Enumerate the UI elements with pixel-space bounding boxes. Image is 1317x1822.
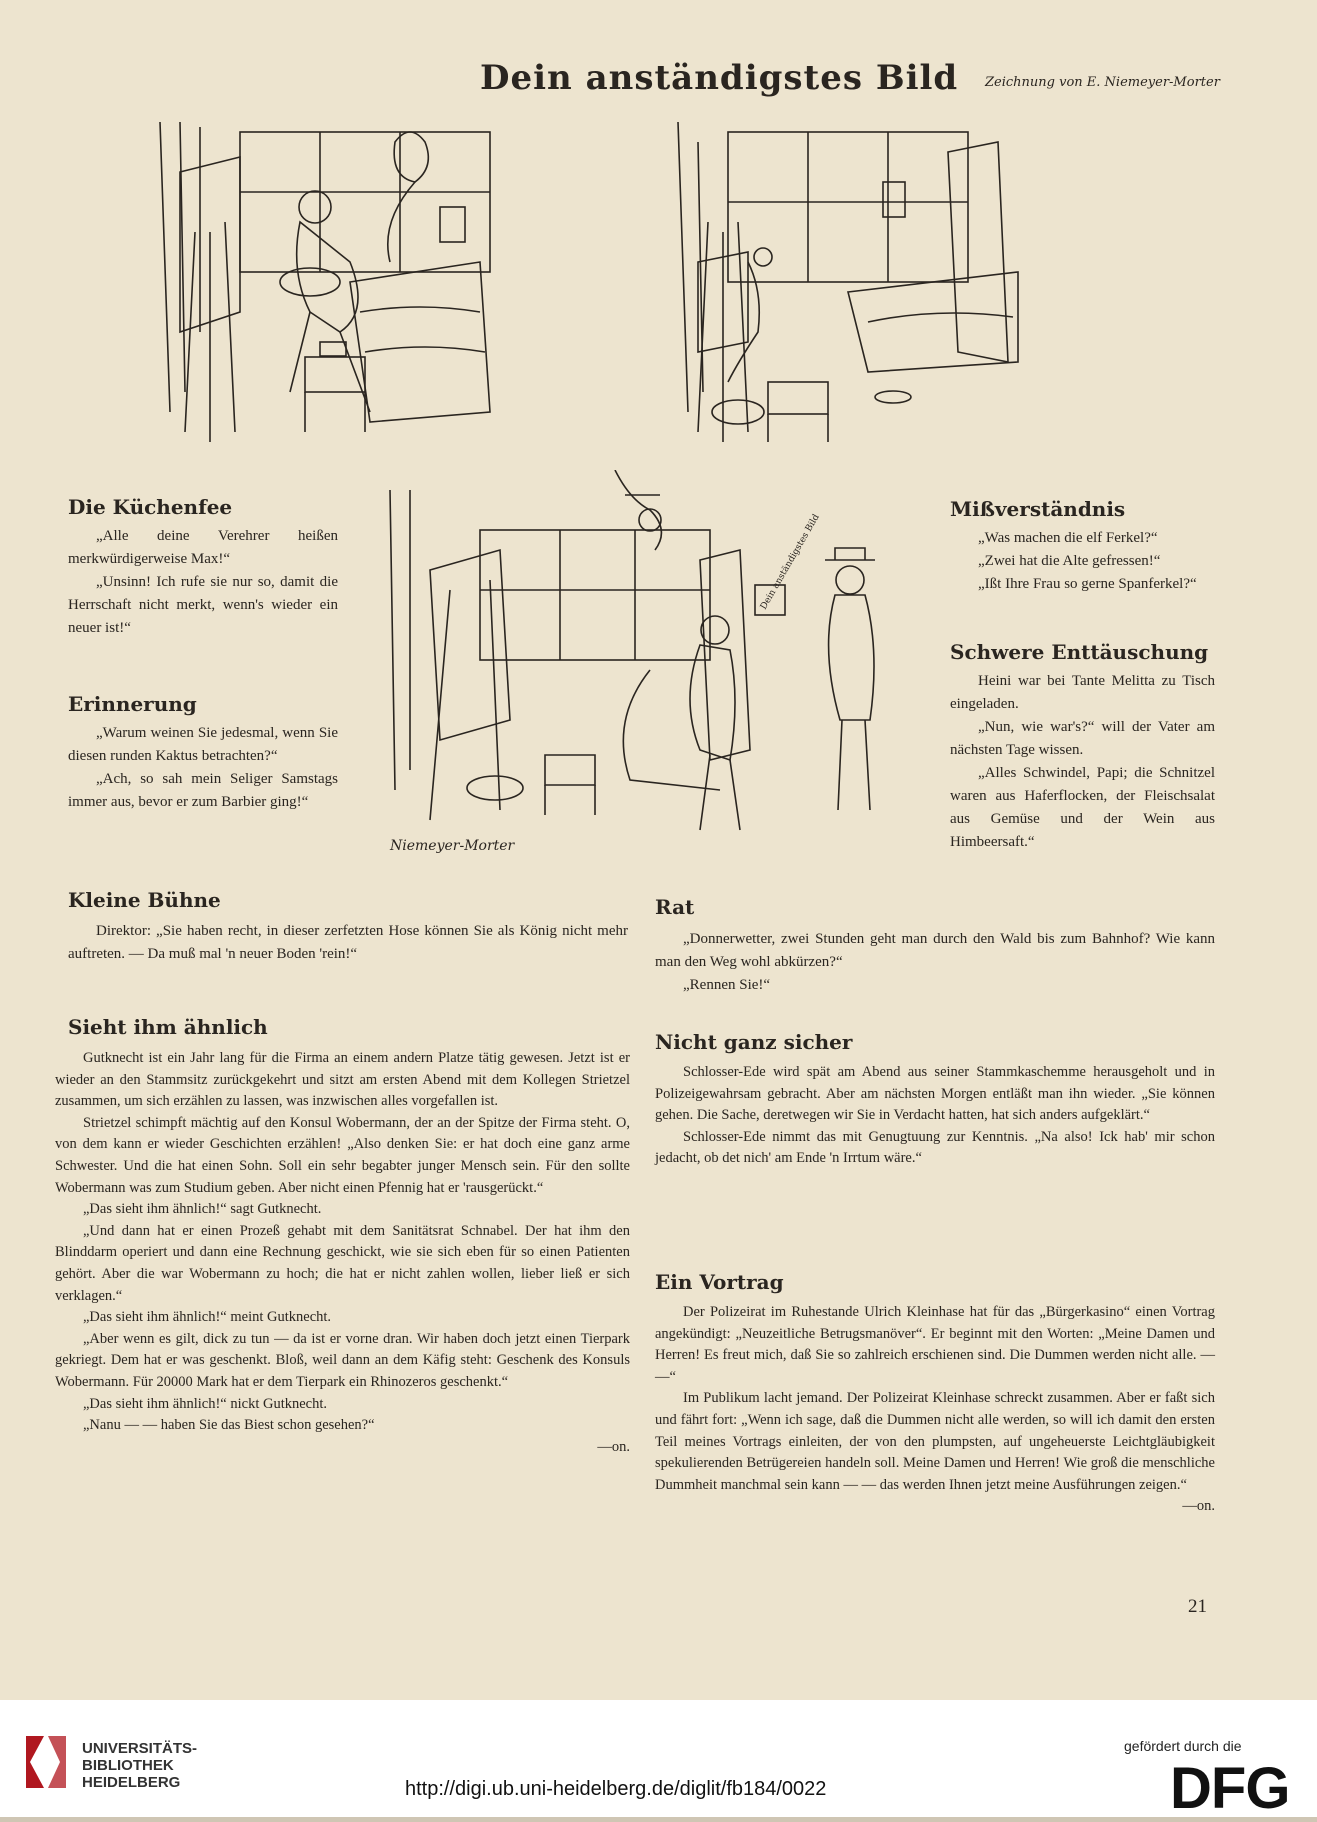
- heading-erinnerung: Erinnerung: [68, 692, 197, 716]
- story-aehnlich: Gutknecht ist ein Jahr lang für die Firma an einem andern Platze tätig gewesen. Jetzt ist er wieder an den Stammsitz zurückgekehrt und sitzt am ersten Abend mit dem Kollegen Strietzel zusammen, um sich erzählen zu lassen, was inzwischen alles vorgefallen ist. Strietzel schimpft mächtig auf den Konsul Wobermann, der an der Spitze der Firma steht. O, von dem kann er wieder Geschichten erzählen! „Also denken Sie: er hat doch eine ganz arme Schwester. Und die hat einen Sohn. Soll ein sehr begabter junger Mensch sein. Für den sollte Wobermann was zum Studium geben. Aber nicht einen Pfennig hat er 'rausgerückt.“ „Das sieht ihm ähnlich!“ sagt Gutknecht. „Und dann hat er einen Prozeß gehabt mit dem Sanitätsrat Schnabel. Der hat ihm den Blinddarm operiert und dann eine Rechnung geschickt, wie sie sich eben für so einen Patienten gehört. Aber die war Wobermann zu hoch; die hat er nicht zahlen wollen, lieber ließ er sich verklagen.“ „Das sieht ihm ähnlich!“ meint Gutknecht. „Aber wenn es gilt, dick zu tun — da ist er vorne dran. Wir haben doch jetzt einen Tierpark gekriegt. Dem hat er was geschenkt. Bloß, weil dann an dem Käfig steht: Geschenk des Konsuls Wobermann. Für 20000 Mark hat er dem Tierpark ein Rhinozeros geschenkt.“ „Das sieht ihm ähnlich!“ nickt Gutknecht. „Nanu — — haben Sie das Biest schon gesehen?“ —on.: [55, 1048, 630, 1458]
- studio-sketch: [668, 112, 1028, 472]
- heading-kuechenfee: Die Küchenfee: [68, 495, 233, 519]
- library-logo-icon[interactable]: [20, 1732, 72, 1792]
- heading-missverstaendnis: Mißverständnis: [950, 497, 1126, 521]
- funding-note: gefördert durch die: [1124, 1738, 1242, 1754]
- story-rat: „Donnerwetter, zwei Stunden geht man durch den Wald bis zum Bahnhof? Wie kann man den Weg wohl abkürzen?“ „Rennen Sie!“: [655, 931, 1215, 993]
- heading-rat: Rat: [655, 895, 695, 919]
- speech-caption: Dein anständigstes Bild: [758, 512, 822, 612]
- cartoon-panel-visitor: [370, 470, 910, 860]
- heading-nicht-sicher: Nicht ganz sicher: [655, 1030, 853, 1054]
- page-title: Dein anständigstes Bild: [480, 58, 959, 98]
- heading-aehnlich: Sieht ihm ähnlich: [68, 1015, 268, 1039]
- library-name[interactable]: UNIVERSITÄTS- BIBLIOTHEK HEIDELBERG: [82, 1740, 198, 1791]
- signature-vortrag: —on.: [1182, 1498, 1215, 1515]
- story-missverstaendnis: „Was machen die elf Ferkel?“ „Zwei hat die Alte gefressen!“ „Ißt Ihre Frau so gerne Spanferkel?“: [978, 530, 1197, 592]
- visitor-sketch: [370, 470, 910, 860]
- story-erinnerung: „Warum weinen Sie jedesmal, wenn Sie diesen runden Kaktus betrachten?“ „Ach, so sah mein Seliger Samstags immer aus, bevor er zum Barbier ging!“: [68, 725, 338, 810]
- story-nicht-sicher: Schlosser-Ede wird spät am Abend aus seiner Stammkaschemme herausgeholt und in Polizeigewahrsam gebracht. Aber am nächsten Morgen entläßt man ihn wieder. „Sie können gehen. Die Sache, deretwegen wir Sie in Verdacht hatten, hat sich anders aufgeklärt.“ Schlosser-Ede nimmt das mit Genugtuung zur Kenntnis. „Na also! Ick hab' mir schon jedacht, ob det nich' am Ende 'n Irrtum wäre.“: [655, 1064, 1215, 1167]
- page-number: 21: [1188, 1596, 1207, 1617]
- digital-copy-link[interactable]: http://digi.ub.uni-heidelberg.de/diglit/fb184/0022: [405, 1778, 827, 1800]
- dfg-logo[interactable]: DFG: [1170, 1756, 1290, 1821]
- signature-aehnlich: —on.: [597, 1438, 630, 1455]
- painter-sketch: [140, 112, 500, 482]
- illustrator-credit: Zeichnung von E. Niemeyer-Morter: [985, 75, 1220, 90]
- heading-kleine-buehne: Kleine Bühne: [68, 888, 221, 912]
- story-kuechenfee: „Alle deine Verehrer heißen merkwürdigerweise Max!“ „Unsinn! Ich rufe sie nur so, damit die Herrschaft nicht merkt, wenn's wieder ein neuer ist!“: [68, 528, 338, 636]
- heading-vortrag: Ein Vortrag: [655, 1270, 784, 1294]
- story-vortrag: Der Polizeirat im Ruhestande Ulrich Kleinhase hat für das „Bürgerkasino“ einen Vortrag angekündigt: „Neuzeitliche Betrugsmanöver“. Er beginnt mit den Worten: „Meine Damen und Herren! Es freut mich, daß Sie so zahlreich erschienen sind. Die Dummen werden nicht alle. — —“ Im Publikum lacht jemand. Der Polizeirat Kleinhase schreckt zusammen. Aber er faßt sich und fährt fort: „Wenn ich sage, daß die Dummen nicht alle werden, so will ich damit den ersten Teil meines Vortrags einleiten, der von den plumpsten, auf ungeheuerste Leichtgläubigkeit spekulierenden Betrügereien handeln soll. Meine Damen und Herren! Wie groß die menschliche Dummheit manchmal sein kann — — das werden Ihnen jetzt meine Ausführungen zeigen.“ —on.: [655, 1302, 1215, 1518]
- artist-signature: Niemeyer-Morter: [390, 838, 515, 854]
- heading-enttaeuschung: Schwere Enttäuschung: [950, 640, 1209, 664]
- cartoon-panel-empty-studio: [668, 112, 1028, 472]
- story-enttaeuschung: Heini war bei Tante Melitta zu Tisch eingeladen. „Nun, wie war's?“ will der Vater am nächsten Tage wissen. „Alles Schwindel, Papi; die Schnitzel waren aus Haferflocken, der Fleischsalat aus Gemüse und der Wein aus Himbeersaft.“: [950, 673, 1215, 850]
- story-kleine-buehne: Direktor: „Sie haben recht, in dieser zerfetzten Hose können Sie als König nicht mehr auftreten. — Da muß mal 'n neuer Boden 'rein!“: [68, 923, 628, 962]
- cartoon-panel-painter: [140, 112, 500, 482]
